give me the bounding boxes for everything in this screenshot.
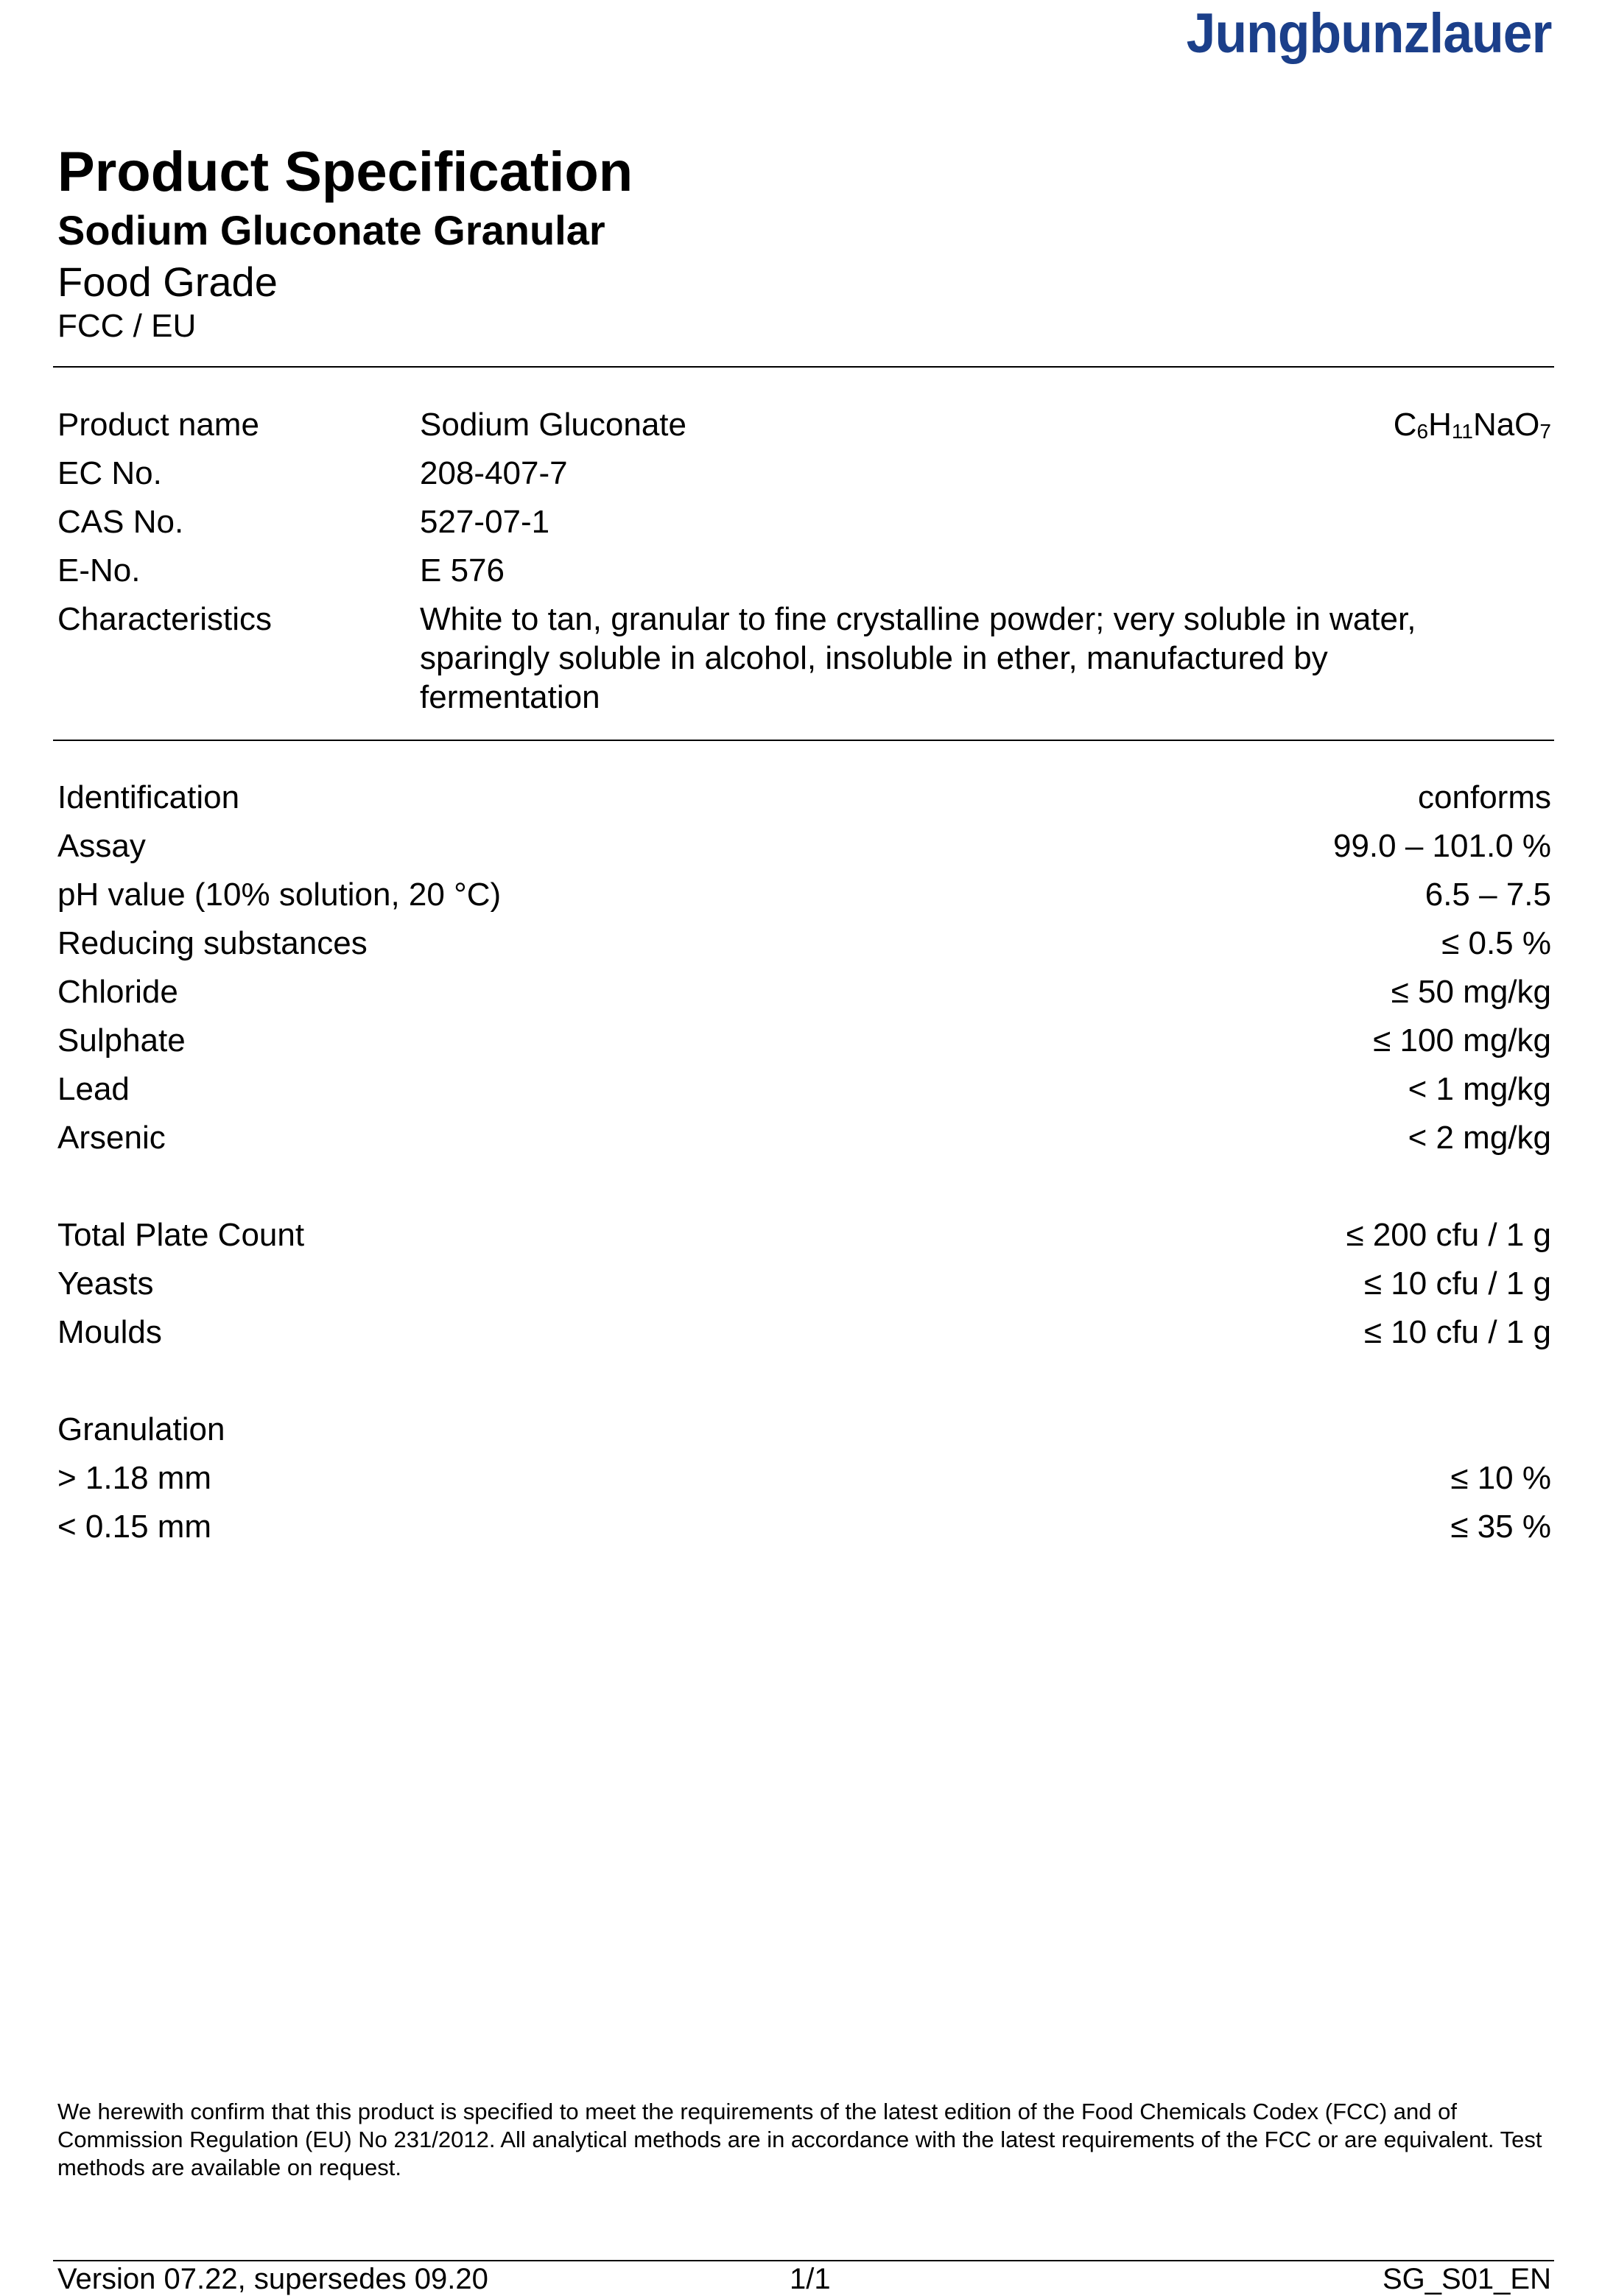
eno-label: E-No. <box>57 552 141 589</box>
granulation-row <box>0 1509 1616 1556</box>
spec-label: Sulphate <box>57 1022 186 1059</box>
granulation-heading: Granulation <box>57 1411 225 1447</box>
spec-row <box>0 1120 1616 1167</box>
footer-document-code: SG_S01_EN <box>1382 2263 1551 2295</box>
granulation-value: ≤ 35 % <box>1450 1509 1551 1545</box>
spec-row <box>0 779 1616 826</box>
spec-row <box>0 828 1616 875</box>
micro-label: Yeasts <box>57 1265 154 1302</box>
identity-divider <box>53 740 1554 741</box>
confirmation-note: We herewith confirm that this product is specified to meet the requirements of the latest edition of the Food Chemicals Codex (FCC) and of Commission Regulation (EU) No 231/2012. All analytical methods are in accordance with the latest requirements of the FCC or are equivalent. Test methods are available on request. <box>57 2099 1542 2180</box>
micro-row <box>0 1217 1616 1264</box>
identity-row-cas <box>0 504 1616 551</box>
micro-label: Total Plate Count <box>57 1217 305 1253</box>
footer-version: Version 07.22, supersedes 09.20 <box>57 2263 488 2295</box>
header-divider <box>53 366 1554 368</box>
spec-label: Reducing substances <box>57 925 368 961</box>
micro-row <box>0 1265 1616 1313</box>
spec-row <box>0 925 1616 972</box>
spec-value: < 1 mg/kg <box>1408 1071 1551 1107</box>
micro-value: ≤ 200 cfu / 1 g <box>1346 1217 1551 1253</box>
granulation-value: ≤ 10 % <box>1450 1460 1551 1496</box>
spec-row <box>0 1022 1616 1070</box>
micro-value: ≤ 10 cfu / 1 g <box>1363 1314 1551 1350</box>
spec-value: ≤ 100 mg/kg <box>1373 1022 1551 1059</box>
granulation-label: < 0.15 mm <box>57 1509 212 1545</box>
micro-value: ≤ 10 cfu / 1 g <box>1363 1265 1551 1302</box>
characteristics-text <box>420 600 1510 717</box>
spec-label: Identification <box>57 779 240 815</box>
spec-value: 6.5 – 7.5 <box>1424 877 1551 913</box>
standard-label: FCC / EU <box>57 308 197 344</box>
micro-row <box>0 1314 1616 1361</box>
spec-row <box>0 877 1616 924</box>
spec-value: ≤ 0.5 % <box>1441 925 1551 961</box>
identity-row-eno <box>0 552 1616 600</box>
characteristics-line: fermentation <box>420 679 600 715</box>
granulation-heading-row <box>0 1411 1616 1458</box>
spec-row <box>0 974 1616 1021</box>
spec-label: Lead <box>57 1071 130 1107</box>
grade-label: Food Grade <box>57 259 278 305</box>
granulation-label: > 1.18 mm <box>57 1460 212 1496</box>
ec-value: 208-407-7 <box>420 455 568 491</box>
product-title: Sodium Gluconate Granular <box>57 207 605 253</box>
spec-row <box>0 1071 1616 1118</box>
spec-label: Assay <box>57 828 146 864</box>
eno-value: E 576 <box>420 552 505 589</box>
cas-label: CAS No. <box>57 504 184 540</box>
ec-label: EC No. <box>57 455 162 491</box>
identity-row-product-name <box>0 407 1616 454</box>
page-title: Product Specification <box>57 141 633 203</box>
spec-value: ≤ 50 mg/kg <box>1391 974 1551 1010</box>
brand-logo: Jungbunzlauer <box>1186 2 1551 65</box>
granulation-row <box>0 1460 1616 1507</box>
spec-value: conforms <box>1418 779 1551 815</box>
identity-row-ec <box>0 455 1616 502</box>
characteristics-line: White to tan, granular to fine crystalline powder; very soluble in water, <box>420 601 1416 637</box>
spec-value: 99.0 – 101.0 % <box>1332 828 1551 864</box>
characteristics-label: Characteristics <box>57 601 272 637</box>
spec-label: Arsenic <box>57 1120 166 1156</box>
product-name-value: Sodium Gluconate <box>420 407 686 443</box>
spec-label: pH value (10% solution, 20 °C) <box>57 877 502 913</box>
footer-page-number: 1/1 <box>790 2263 831 2295</box>
characteristics-line: sparingly soluble in alcohol, insoluble in ether, manufactured by <box>420 640 1328 676</box>
footer-divider <box>53 2260 1554 2261</box>
chemical-formula: $C_6H_{11}NaO_7$ <box>1393 407 1551 443</box>
spec-value: < 2 mg/kg <box>1408 1120 1551 1156</box>
product-name-label: Product name <box>57 407 259 443</box>
spec-label: Chloride <box>57 974 178 1010</box>
micro-label: Moulds <box>57 1314 162 1350</box>
cas-value: 527-07-1 <box>420 504 550 540</box>
